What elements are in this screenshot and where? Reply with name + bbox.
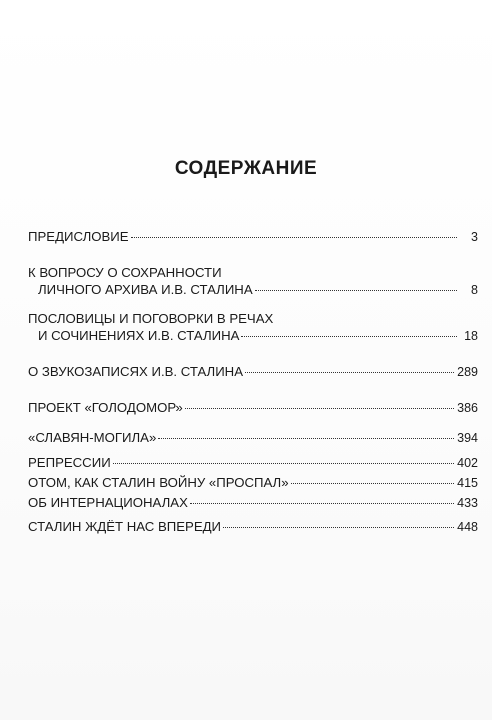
toc-entry-title: СТАЛИН ЖДЁТ НАС ВПЕРЕДИ (28, 519, 222, 534)
toc-entry-title: ПРЕДИСЛОВИЕ (28, 229, 129, 244)
toc-page-number: 3 (471, 230, 478, 244)
dot-leader (255, 290, 457, 291)
toc-page-number: 8 (471, 283, 478, 297)
toc-entry (28, 518, 478, 536)
toc-entry-title-continued: И СОЧИНЕНИЯХ И.В. СТАЛИНА (38, 328, 240, 343)
toc-entry (28, 474, 478, 492)
toc-entry-title: ОБ ИНТЕРНАЦИОНАЛАХ (28, 495, 188, 510)
dot-leader (131, 237, 457, 238)
dot-leader (223, 527, 454, 528)
toc-entry-title-continued: ЛИЧНОГО АРХИВА И.В. СТАЛИНА (38, 282, 253, 297)
toc-page-number: 386 (457, 401, 478, 415)
toc-entry (28, 363, 478, 381)
dot-leader (241, 336, 457, 337)
dot-leader (245, 372, 454, 373)
toc-entry-title: ОТОМ, КАК СТАЛИН ВОЙНУ «ПРОСПАЛ» (28, 475, 289, 490)
toc-entry (28, 310, 478, 345)
dot-leader (185, 408, 454, 409)
toc-entry-title: О ЗВУКОЗАПИСЯХ И.В. СТАЛИНА (28, 364, 243, 379)
toc-entry (28, 454, 478, 472)
toc-entry-title: ПРОЕКТ «ГОЛОДОМОР» (28, 400, 183, 415)
toc-entry (28, 228, 478, 246)
dot-leader (158, 438, 454, 439)
dot-leader (113, 463, 454, 464)
toc-page-number: 402 (457, 456, 478, 470)
toc-entry-title: «СЛАВЯН-МОГИЛА» (28, 430, 157, 445)
page-title: СОДЕРЖАНИЕ (174, 158, 318, 179)
dot-leader (190, 503, 454, 504)
toc-entry (28, 494, 478, 512)
toc-page-number: 18 (464, 329, 478, 343)
toc-entry (28, 429, 478, 447)
toc-entry (28, 264, 478, 299)
toc-entry (28, 399, 478, 417)
toc-page-number: 415 (457, 476, 478, 490)
toc-page-number: 433 (457, 496, 478, 510)
toc-page-number: 289 (457, 365, 478, 379)
toc-entry-title: К ВОПРОСУ О СОХРАННОСТИ (28, 265, 222, 280)
dot-leader (291, 483, 455, 484)
toc-entry-title: ПОСЛОВИЦЫ И ПОГОВОРКИ В РЕЧАХ (28, 311, 274, 326)
toc-page-number: 448 (457, 520, 478, 534)
toc-page-number: 394 (457, 431, 478, 445)
toc-entry-title: РЕПРЕССИИ (28, 455, 111, 470)
